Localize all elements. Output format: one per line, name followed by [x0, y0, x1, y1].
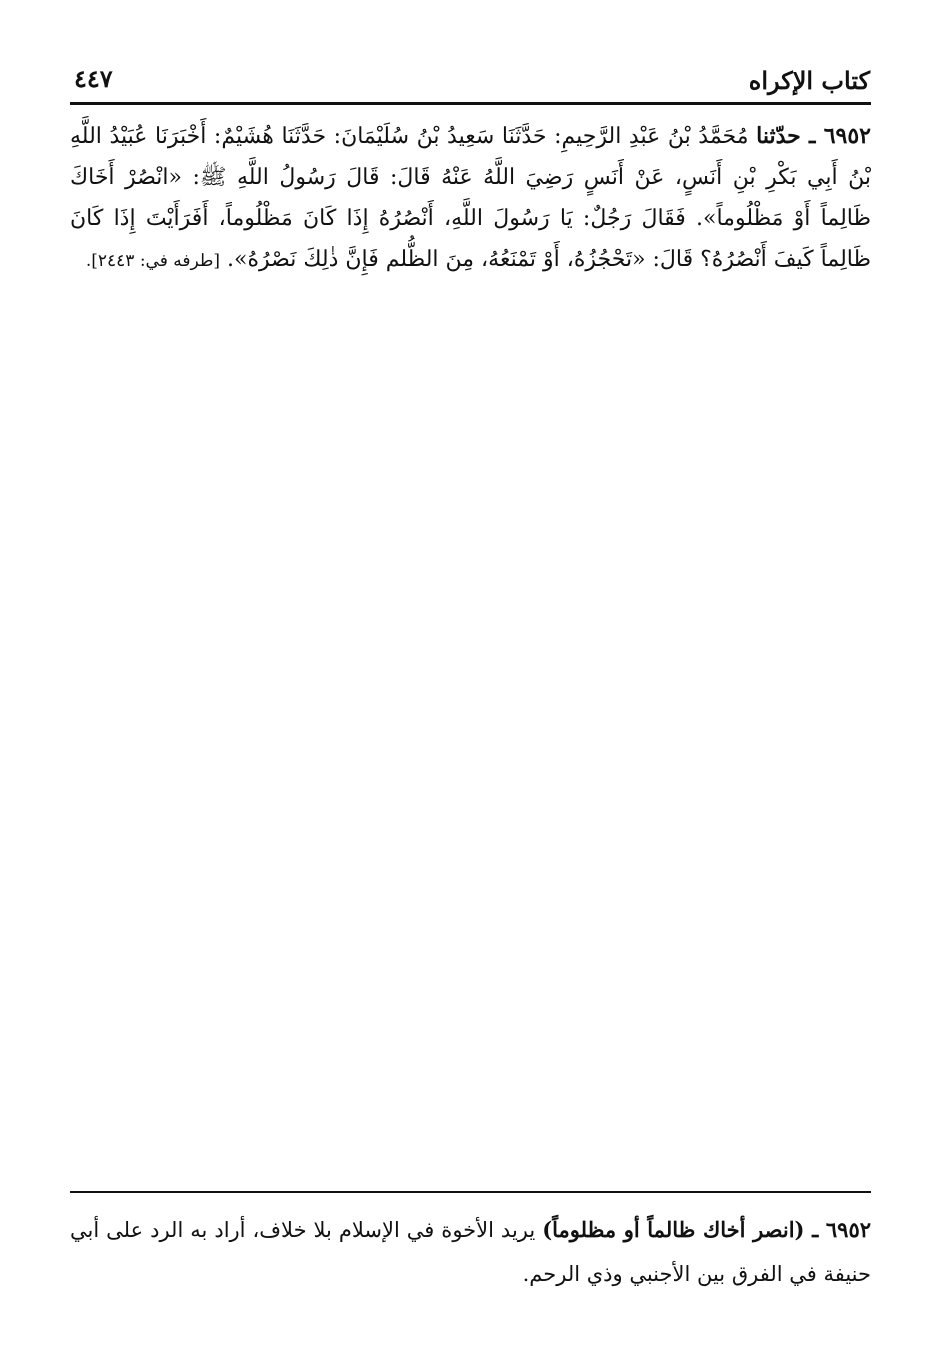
hadith-lead-word: حدّثنا [756, 123, 801, 149]
footnote-text: يريد الأخوة في الإسلام بلا خلاف، أراد به الرد على أبي حنيفة في الفرق بين الأجنبي وذي الرحم. [70, 1218, 871, 1286]
cross-reference: [طرفه في: ٢٤٤٣]. [85, 251, 221, 271]
hadith-paragraph [70, 116, 871, 282]
hadith-number: ٦٩٥٢ [823, 123, 871, 149]
hadith-text: مُحَمَّدُ بْنُ عَبْدِ الرَّحِيمِ: حَدَّثَنَا سَعِيدُ بْنُ سُلَيْمَانَ: حَدَّثَنَا هُشَيْمٌ: أَخْبَرَنَا عُبَيْدُ اللَّهِ بْنُ أَبِي بَكْرِ بْنِ أَنَسٍ، عَنْ أَنَسٍ رَضِيَ اللَّهُ عَنْهُ قَالَ: قَالَ رَسُولُ اللَّهِ ﷺ: «انْصُرْ أَخَاكَ ظَالِماً أَوْ مَظْلُوماً». فَقَالَ رَجُلٌ: يَا رَسُولَ اللَّهِ، أَنْصُرُهُ إِذَا كَانَ مَظْلُوماً، أَفَرَأَيْتَ إِذَا كَانَ ظَالِماً كَيفَ أَنْصُرُهُ؟ قَالَ: «تَحْجُزُهُ، أَوْ تَمْنَعُهُ، مِنَ الظُّلم فَإِنَّ ذٰلِكَ نَصْرُهُ». [70, 124, 871, 272]
page-number: ٤٤٧ [74, 64, 113, 93]
page-header [70, 58, 870, 104]
footnote-rule [70, 1191, 871, 1193]
header-rule [70, 102, 871, 105]
footnote-paragraph [70, 1208, 871, 1296]
hadith-dash: ـ [800, 123, 824, 149]
running-title: كتاب الإكراه [748, 66, 870, 95]
footnote-number: ٦٩٥٢ [825, 1217, 872, 1242]
footnote-quote: (انصر أخاك ظالماً أو مظلوماً) [542, 1217, 805, 1242]
footnote-dash: ـ [804, 1217, 826, 1242]
